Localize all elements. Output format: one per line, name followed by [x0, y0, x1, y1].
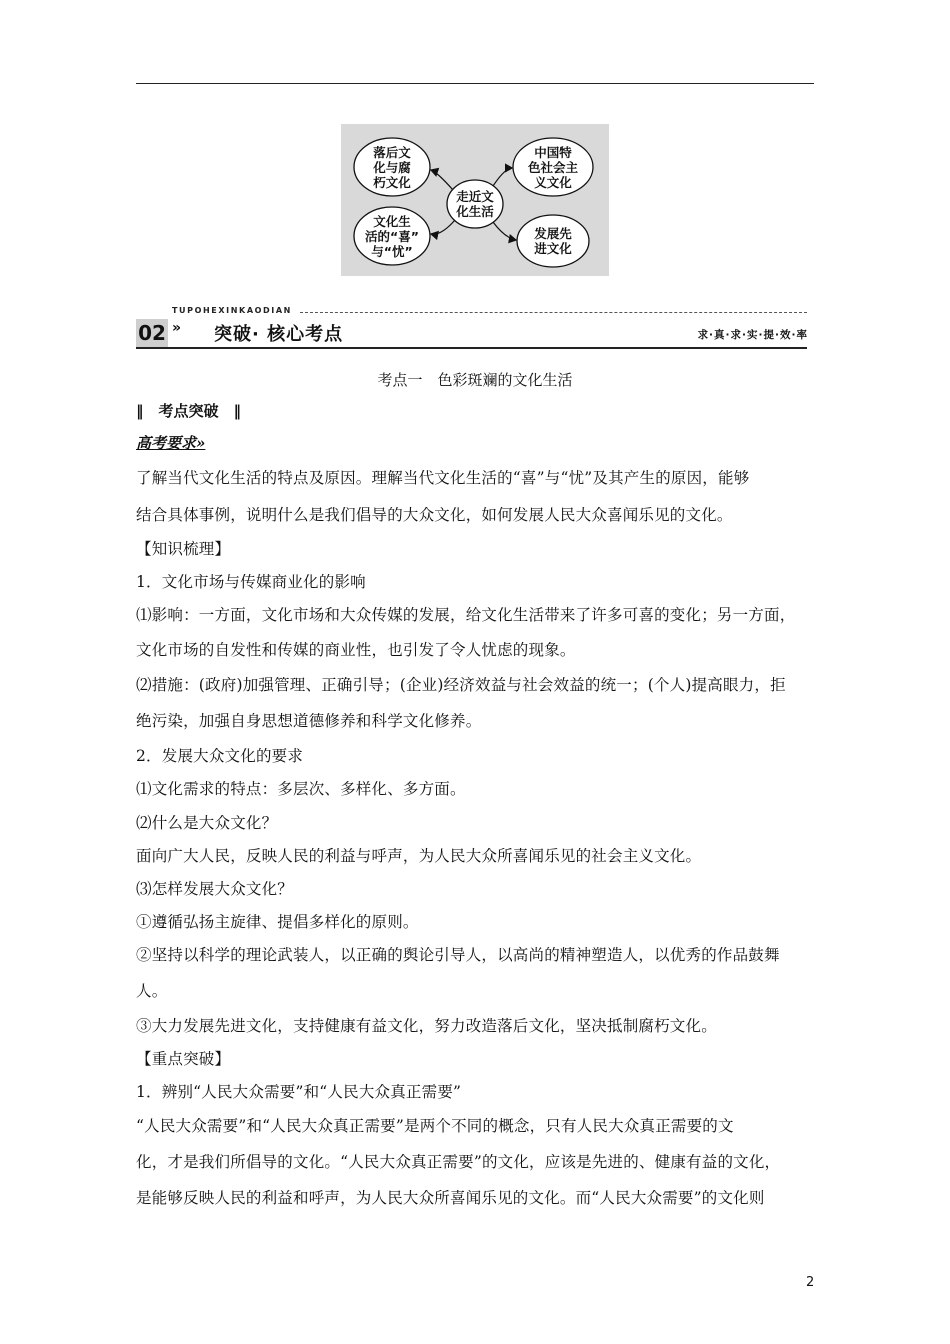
body-line: 2．发展大众文化的要求 [136, 747, 304, 765]
body-line: 化，才是我们所倡导的文化。“人民大众真正需要”的文化，应该是先进的、健康有益的文化， [136, 1153, 781, 1171]
body-line: ⑵什么是大众文化？ [136, 814, 278, 832]
body-line: 结合具体事例，说明什么是我们倡导的大众文化，如何发展人民大众喜闻乐见的文化。 [136, 506, 733, 524]
banner-title: 突破· 核心考点 [214, 324, 344, 345]
body-line: 面向广大人民，反映人民的利益与呼声，为人民大众所喜闻乐见的社会主义文化。 [136, 847, 702, 865]
top-left-label-line: 朽文化 [373, 175, 411, 190]
mind-map-diagram [341, 124, 609, 276]
bottom-left-label-line: 文化生 [373, 214, 411, 229]
banner-number: 02 [136, 319, 168, 347]
banner-slogan: 求·真·求·实·提·效·率 [697, 329, 808, 341]
arrow-bottom-left [431, 220, 455, 234]
body-line: ①遵循弘扬主旋律、提倡多样化的原则。 [136, 913, 419, 931]
body-line: 文化市场的自发性和传媒的商业性，也引发了令人忧虑的现象。 [136, 641, 576, 659]
banner-arrow-icon: » [172, 320, 182, 336]
center-label-line: 走近文 [456, 189, 494, 204]
body-line: 1．文化市场与传媒商业化的影响 [136, 573, 366, 591]
body-line: 【知识梳理】 [136, 540, 231, 558]
top-left-label-line: 落后文 [373, 145, 411, 160]
top-right-label-line: 色社会主 [527, 160, 578, 175]
body-line: 【重点突破】 [136, 1050, 231, 1068]
banner-pinyin: TUPOHEXINKAODIAN [172, 306, 292, 315]
body-line: 人。 [136, 982, 168, 1000]
body-line: 绝污染，加强自身思想道德修养和科学文化修养。 [136, 712, 482, 730]
body-line: ⑵措施：(政府)加强管理、正确引导；(企业)经济效益与社会效益的统一；(个人)提高眼力，拒 [136, 676, 786, 694]
body-line: ⑶怎样发展大众文化？ [136, 880, 294, 898]
top-left-node-label [354, 145, 430, 190]
body-line: ②坚持以科学的理论武装人，以正确的舆论引导人，以高尚的精神塑造人，以优秀的作品鼓舞 [136, 946, 780, 964]
arrow-bottom-right [493, 222, 516, 240]
center-label-line: 化生活 [456, 204, 494, 219]
banner-rule [136, 347, 807, 349]
body-line: ⑴文化需求的特点：多层次、多样化、多方面。 [136, 780, 466, 798]
center-node-label [447, 189, 503, 219]
section-heading: ‖ 考点突破 ‖ [136, 402, 242, 420]
body-line: 了解当代文化生活的特点及原因。理解当代文化生活的“喜”与“忧”及其产生的原因，能够 [136, 469, 750, 487]
body-line: “人民大众需要”和“人民大众真正需要”是两个不同的概念，只有人民大众真正需要的文 [136, 1117, 734, 1135]
arrow-top-right [493, 168, 512, 186]
bottom-left-node-label [350, 214, 434, 259]
bottom-right-node-label [517, 226, 589, 256]
topic-title: 考点一 色彩斑斓的文化生活 [377, 371, 573, 389]
banner-dashed-rule [300, 312, 807, 313]
header-rule [136, 83, 814, 84]
requirement-label: 高考要求» [136, 434, 206, 452]
body-line: ⑴影响：一方面，文化市场和大众传媒的发展，给文化生活带来了许多可喜的变化；另一方面， [136, 606, 796, 624]
bottom-right-label-line: 发展先 [534, 226, 572, 241]
top-right-node-label [513, 145, 593, 190]
body-line: ③大力发展先进文化，支持健康有益文化，努力改造落后文化，坚决抵制腐朽文化。 [136, 1017, 717, 1035]
top-left-label-line: 化与腐 [373, 160, 411, 175]
top-right-label-line: 义文化 [534, 175, 572, 190]
page-number: 2 [806, 1275, 815, 1290]
arrow-top-left [431, 170, 453, 190]
body-line: 1．辨别“人民大众需要”和“人民大众真正需要” [136, 1083, 462, 1101]
bottom-right-label-line: 进文化 [534, 241, 572, 256]
body-line: 是能够反映人民的利益和呼声，为人民大众所喜闻乐见的文化。而“人民大众需要”的文化则 [136, 1189, 765, 1207]
bottom-left-label-line: 与“忧” [371, 244, 413, 259]
top-right-label-line: 中国特 [534, 145, 572, 160]
bottom-left-label-line: 活的“喜” [365, 229, 419, 244]
